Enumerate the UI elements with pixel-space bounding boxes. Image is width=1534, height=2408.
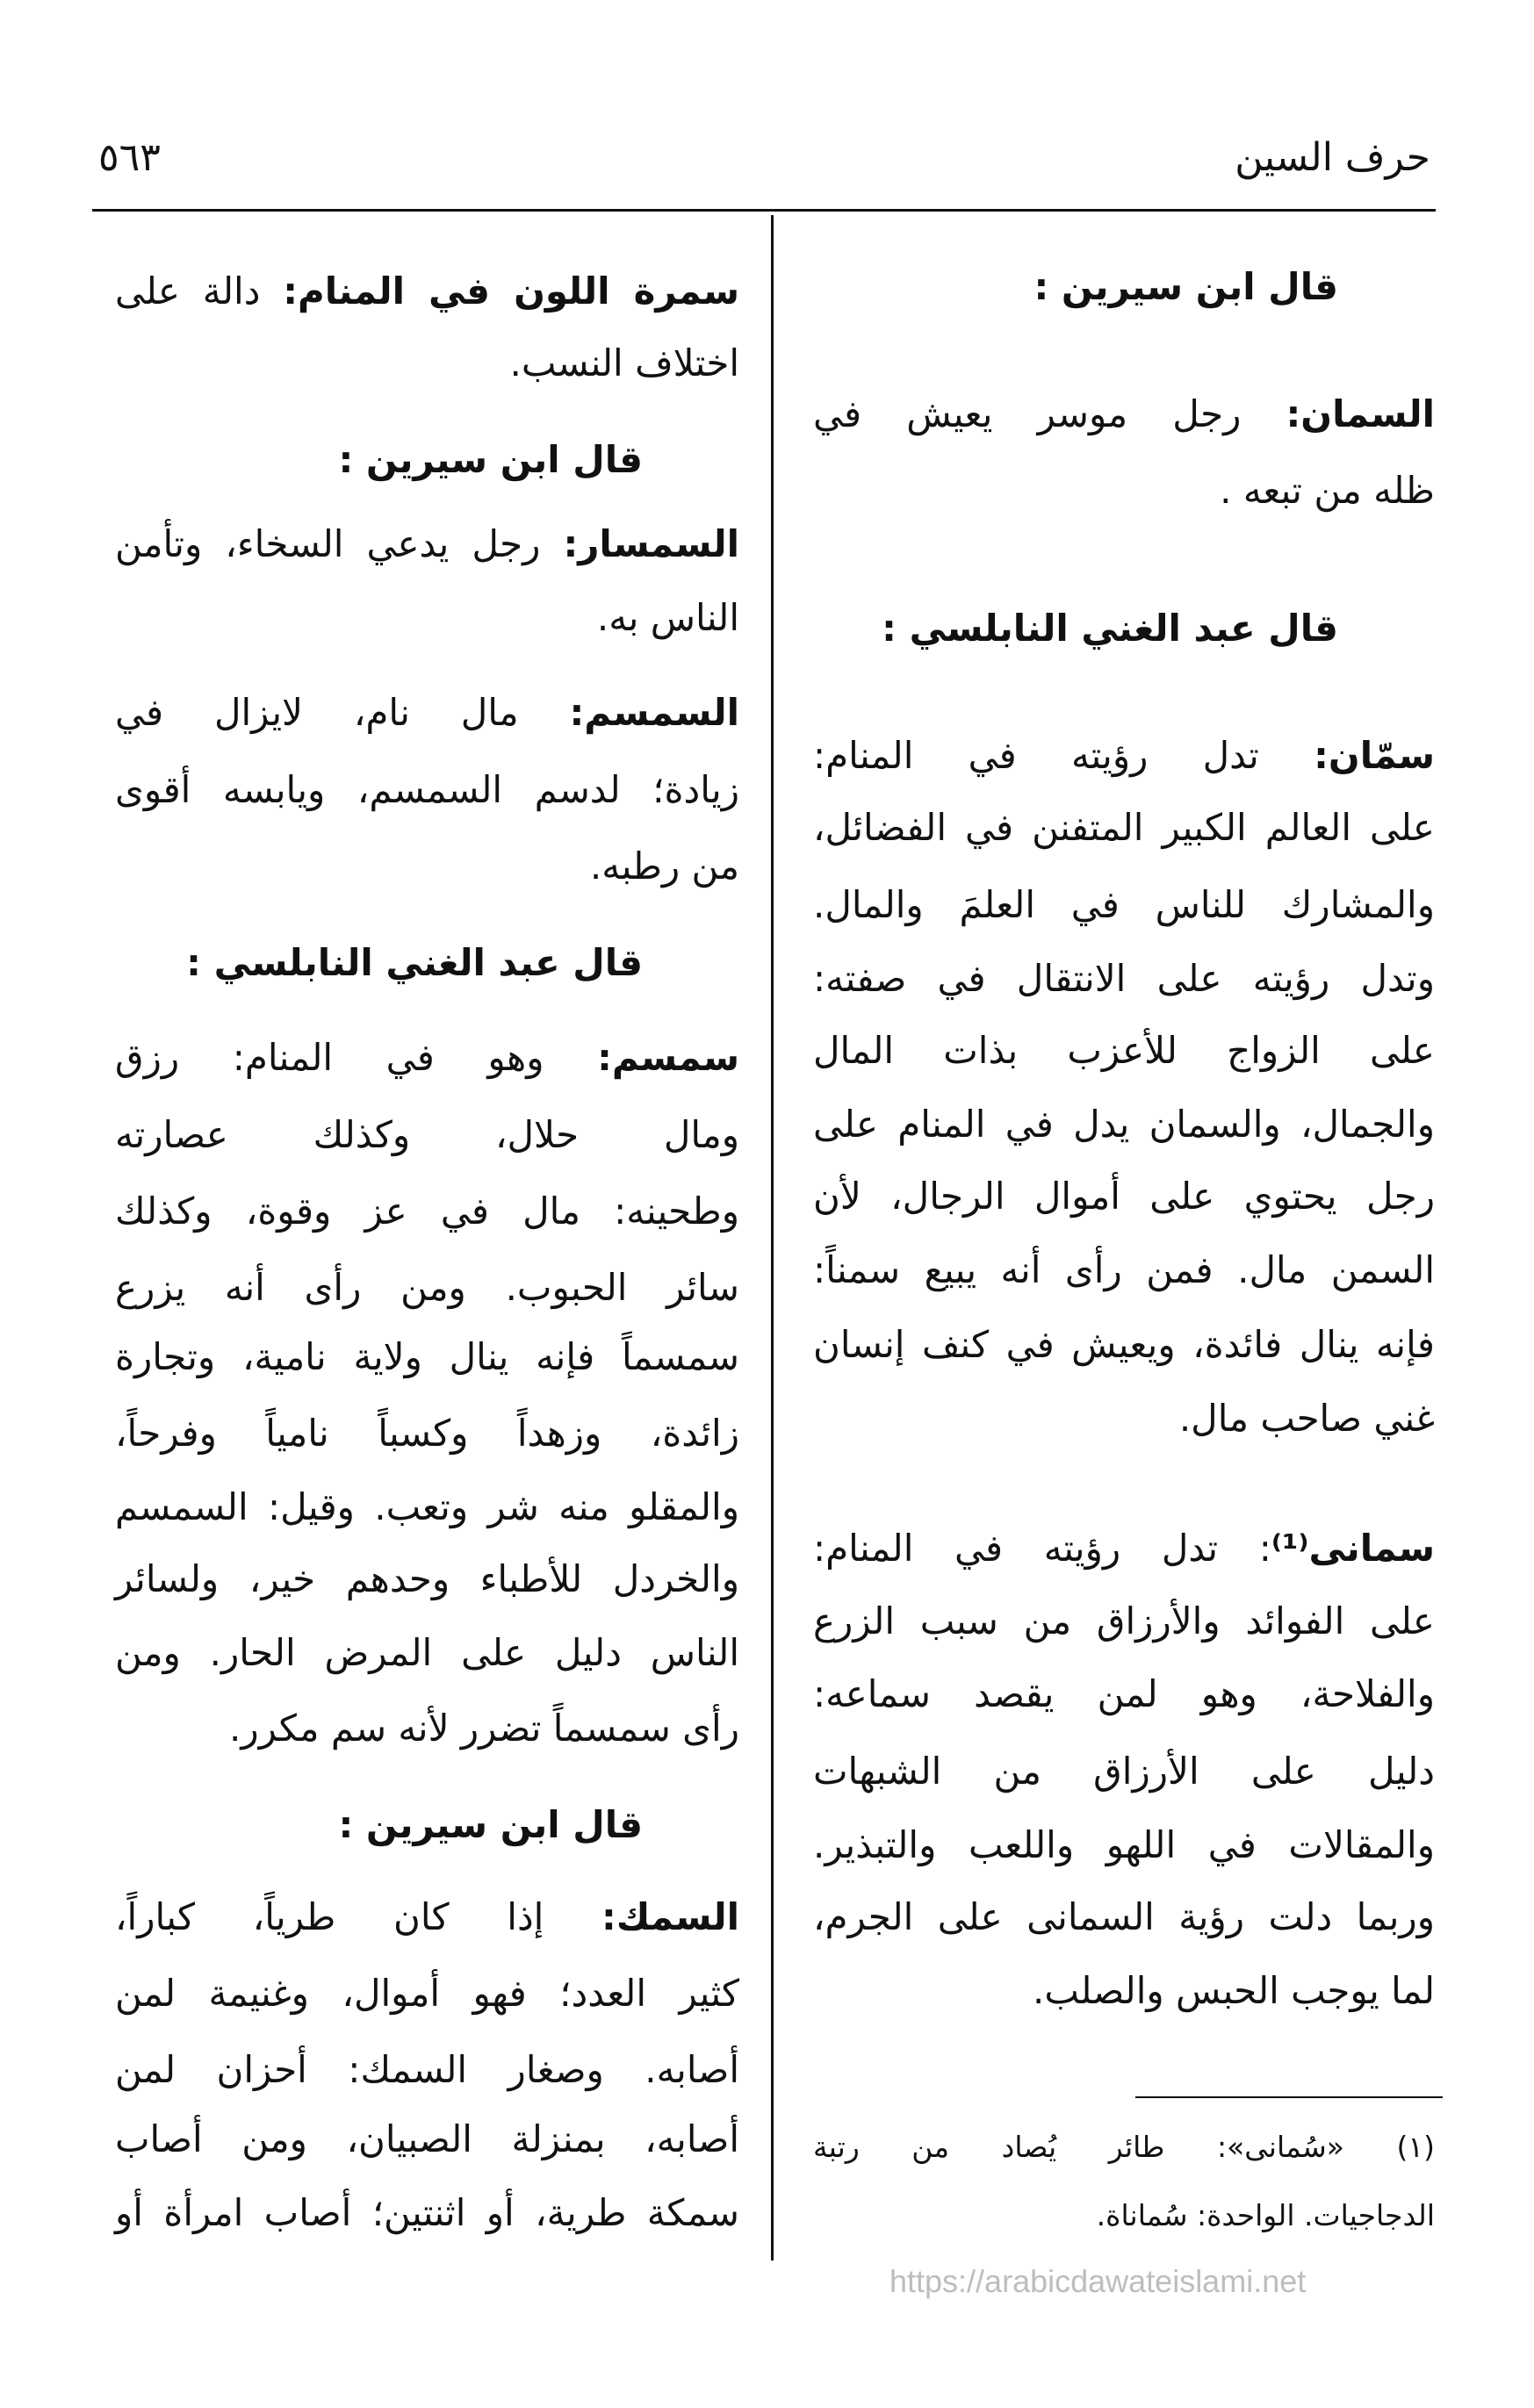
text-line bbox=[813, 1518, 1435, 1579]
text-line bbox=[115, 2109, 739, 2170]
line-text: كثير العدد؛ فهو أموال، وغنيمة لمن bbox=[115, 1972, 739, 2015]
line-text: وطحينه: مال في عز وقوة، وكذلك bbox=[115, 1190, 739, 1233]
watermark-url: https://arabicdawateislami.net bbox=[889, 2263, 1307, 2299]
text-line bbox=[115, 1027, 739, 1089]
line-text: (١) «سُمانى»: طائر يُصاد من رتبة bbox=[813, 2130, 1435, 2164]
text-line bbox=[813, 797, 1435, 859]
text-line bbox=[115, 1622, 739, 1684]
text-line bbox=[813, 1166, 1435, 1227]
column-divider bbox=[771, 215, 774, 2261]
line-text: رجل يحتوي على أموال الرجال، لأن bbox=[813, 1175, 1435, 1218]
line-text: وهو في المنام: رزق bbox=[115, 1036, 598, 1079]
line-text: وتدل رؤيته على الانتقال في صفته: bbox=[813, 957, 1435, 1000]
text-line bbox=[115, 1326, 739, 1388]
footnote-rule bbox=[1135, 2096, 1443, 2098]
line-text: الدجاجيات. الواحدة: سُماناة. bbox=[1096, 2198, 1435, 2232]
entry-term: سمسم: bbox=[597, 1036, 739, 1079]
text-line bbox=[115, 261, 739, 322]
text-line bbox=[813, 1020, 1435, 1082]
text-line bbox=[813, 1314, 1435, 1376]
line-text: والخردل للأطباء وحدهم خير، ولسائر bbox=[115, 1557, 739, 1600]
line-text: قال عبد الغني النابلسي : bbox=[882, 607, 1338, 650]
line-text: السمن مال. فمن رأى أنه يبيع سمناً: bbox=[813, 1248, 1435, 1291]
line-text: على الزواج للأعزب بذات المال bbox=[813, 1029, 1435, 1072]
line-text: : تدل رؤيته في المنام: bbox=[813, 1527, 1271, 1570]
entry-term: سمانى⁽¹⁾ bbox=[1271, 1527, 1435, 1570]
entry-term: سمّان: bbox=[1314, 734, 1435, 777]
line-text: والمقلو منه شر وتعب. وقيل: السمسم bbox=[115, 1485, 739, 1528]
line-text: رجل موسر يعيش في bbox=[813, 392, 1286, 435]
text-line bbox=[813, 1887, 1435, 1948]
text-line bbox=[813, 1094, 1435, 1155]
line-text: ومال حلال، وكذلك عصارته bbox=[115, 1113, 739, 1156]
line-text: الناس به. bbox=[596, 596, 739, 639]
line-text: من رطبه. bbox=[589, 845, 739, 888]
text-line bbox=[115, 587, 739, 649]
line-text: غني صاحب مال. bbox=[1178, 1397, 1435, 1440]
text-line bbox=[115, 1887, 739, 1948]
line-text: قال ابن سيرين : bbox=[338, 1803, 643, 1846]
text-line bbox=[813, 460, 1435, 521]
line-text: الناس دليل على المرض الحار. ومن bbox=[115, 1631, 739, 1674]
line-text: والفلاحة، وهو لمن يقصد سماعه: bbox=[813, 1672, 1435, 1715]
section-heading bbox=[186, 932, 643, 994]
text-line bbox=[813, 1741, 1435, 1802]
line-text: زيادة؛ لدسم السمسم، ويابسه أقوى bbox=[115, 768, 739, 811]
section-heading bbox=[1034, 256, 1338, 318]
text-line bbox=[115, 1477, 739, 1538]
line-text: والمشارك للناس في العلمَ والمال. bbox=[813, 883, 1435, 926]
line-text: أصابه، بمنزلة الصبيان، ومن أصاب bbox=[115, 2117, 739, 2160]
line-text: قال عبد الغني النابلسي : bbox=[186, 941, 643, 984]
line-text: والمقالات في اللهو واللعب والتبذير. bbox=[813, 1823, 1435, 1866]
section-heading bbox=[339, 429, 643, 491]
line-text: وربما دلت رؤية السمانى على الجرم، bbox=[813, 1895, 1435, 1938]
text-line bbox=[115, 1104, 739, 1166]
line-text: رأى سمسماً تضرر لأنه سم مكرر. bbox=[229, 1707, 739, 1750]
line-text: قال ابن سيرين : bbox=[338, 438, 643, 481]
footnote-line bbox=[813, 2117, 1435, 2178]
footnote-line bbox=[813, 2185, 1435, 2246]
line-text: زائدة، وزهداً وكسباً نامياً وفرحاً، bbox=[115, 1412, 739, 1455]
line-text: والجمال، والسمان يدل في المنام على bbox=[813, 1103, 1435, 1146]
header-rule bbox=[92, 209, 1436, 212]
text-line bbox=[813, 1240, 1435, 1301]
line-text: سمكة طرية، أو اثنتين؛ أصاب امرأة أو bbox=[115, 2191, 739, 2234]
line-text: إذا كان طرياً، كباراً، bbox=[115, 1895, 602, 1938]
line-text: فإنه ينال فائدة، ويعيش في كنف إنسان bbox=[813, 1323, 1435, 1366]
text-line bbox=[115, 759, 739, 821]
text-line bbox=[115, 836, 739, 897]
text-line bbox=[115, 1549, 739, 1610]
text-line bbox=[813, 1591, 1435, 1652]
line-text: على الفوائد والأرزاق من سبب الزرع bbox=[813, 1599, 1435, 1642]
text-line bbox=[813, 1664, 1435, 1725]
line-text: ظله من تبعه . bbox=[1220, 469, 1435, 512]
entry-term: سمرة اللون في المنام: bbox=[283, 270, 739, 313]
text-line bbox=[813, 1388, 1435, 1449]
line-text: لما يوجب الحبس والصلب. bbox=[1033, 1969, 1435, 2012]
running-header-title: حرف السين bbox=[1235, 135, 1430, 180]
line-text: مال نام، لايزال في bbox=[115, 691, 570, 734]
text-line bbox=[813, 725, 1435, 787]
entry-term: السمسار: bbox=[563, 522, 739, 565]
text-line bbox=[115, 1963, 739, 2024]
line-text: رجل يدعي السخاء، وتأمن bbox=[115, 522, 564, 565]
line-text: سائر الحبوب. ومن رأى أنه يزرع bbox=[115, 1266, 739, 1309]
line-text: دليل على الأرزاق من الشبهات bbox=[813, 1750, 1435, 1793]
text-line bbox=[115, 333, 739, 394]
line-text: دالة على bbox=[115, 270, 284, 313]
line-text: سمسماً فإنه ينال ولاية نامية، وتجارة bbox=[115, 1335, 739, 1378]
line-text: على العالم الكبير المتفنن في الفضائل، bbox=[813, 806, 1435, 849]
text-line bbox=[115, 1403, 739, 1464]
line-text: أصابه. وصغار السمك: أحزان لمن bbox=[115, 2048, 739, 2091]
section-heading bbox=[339, 1794, 643, 1856]
text-line bbox=[115, 1698, 739, 1759]
entry-term: السمسم: bbox=[569, 691, 739, 734]
text-line bbox=[115, 682, 739, 744]
line-text: تدل رؤيته في المنام: bbox=[813, 734, 1314, 777]
line-text: قال ابن سيرين : bbox=[1033, 265, 1338, 308]
text-line bbox=[115, 2182, 739, 2244]
text-line bbox=[115, 514, 739, 575]
section-heading bbox=[882, 598, 1338, 659]
text-line bbox=[813, 874, 1435, 936]
text-line bbox=[115, 2039, 739, 2101]
line-text: اختلاف النسب. bbox=[509, 341, 739, 385]
text-line bbox=[813, 384, 1435, 445]
text-line bbox=[813, 1815, 1435, 1876]
entry-term: السمان: bbox=[1286, 392, 1435, 435]
page-number: ٥٦٣ bbox=[98, 135, 161, 180]
text-line bbox=[813, 948, 1435, 1010]
entry-term: السمك: bbox=[601, 1895, 739, 1938]
text-line bbox=[115, 1257, 739, 1319]
text-line bbox=[813, 1960, 1435, 2022]
text-line bbox=[115, 1181, 739, 1242]
